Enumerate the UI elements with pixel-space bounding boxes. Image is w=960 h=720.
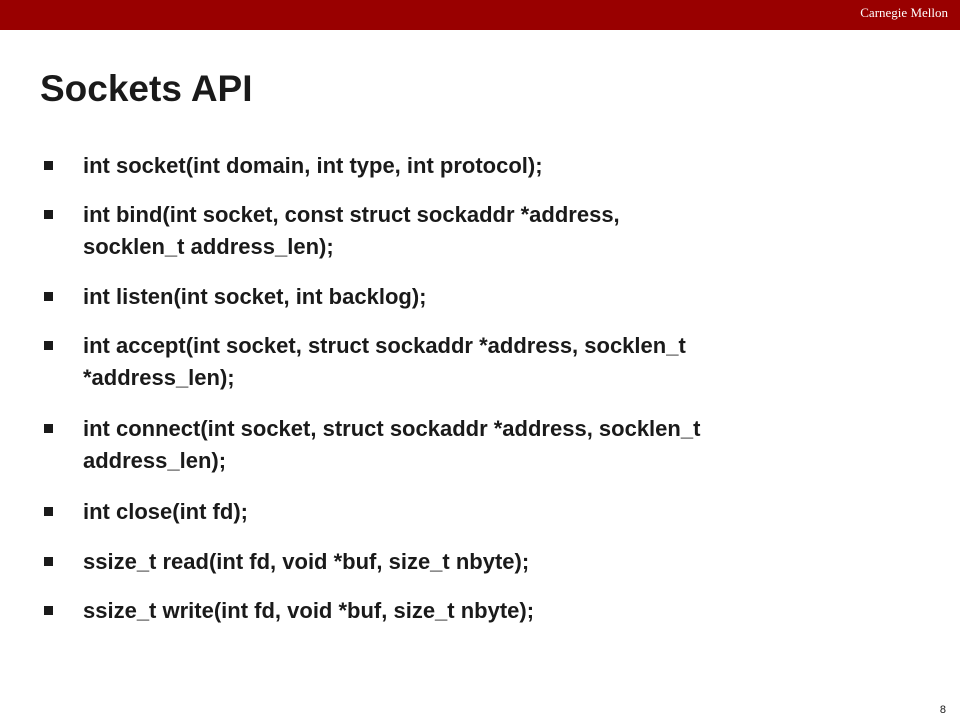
bullet-text: int accept(int socket, struct sockaddr *address, socklen_t *address_len); [83, 333, 686, 390]
bullet-text: int socket(int domain, int type, int protocol); [83, 153, 543, 178]
bullet-text: int listen(int socket, int backlog); [83, 284, 427, 309]
slide-title: Sockets API [40, 68, 253, 109]
square-bullet-icon [44, 341, 53, 350]
square-bullet-icon [44, 606, 53, 615]
square-bullet-icon [44, 292, 53, 301]
bullet-text: int bind(int socket, const struct sockaddr *address, socklen_t address_len); [83, 202, 620, 259]
bullet-text: ssize_t read(int fd, void *buf, size_t nbyte); [83, 549, 530, 574]
bullet-text: int close(int fd); [83, 499, 248, 524]
square-bullet-icon [44, 210, 53, 219]
bullet-text: int connect(int socket, struct sockaddr *address, socklen_t address_len); [83, 416, 701, 473]
square-bullet-icon [44, 507, 53, 516]
square-bullet-icon [44, 161, 53, 170]
square-bullet-icon [44, 557, 53, 566]
organization-label: Carnegie Mellon [860, 5, 948, 20]
bullet-text: ssize_t write(int fd, void *buf, size_t nbyte); [83, 598, 535, 623]
square-bullet-icon [44, 424, 53, 433]
page-number: 8 [939, 704, 946, 716]
